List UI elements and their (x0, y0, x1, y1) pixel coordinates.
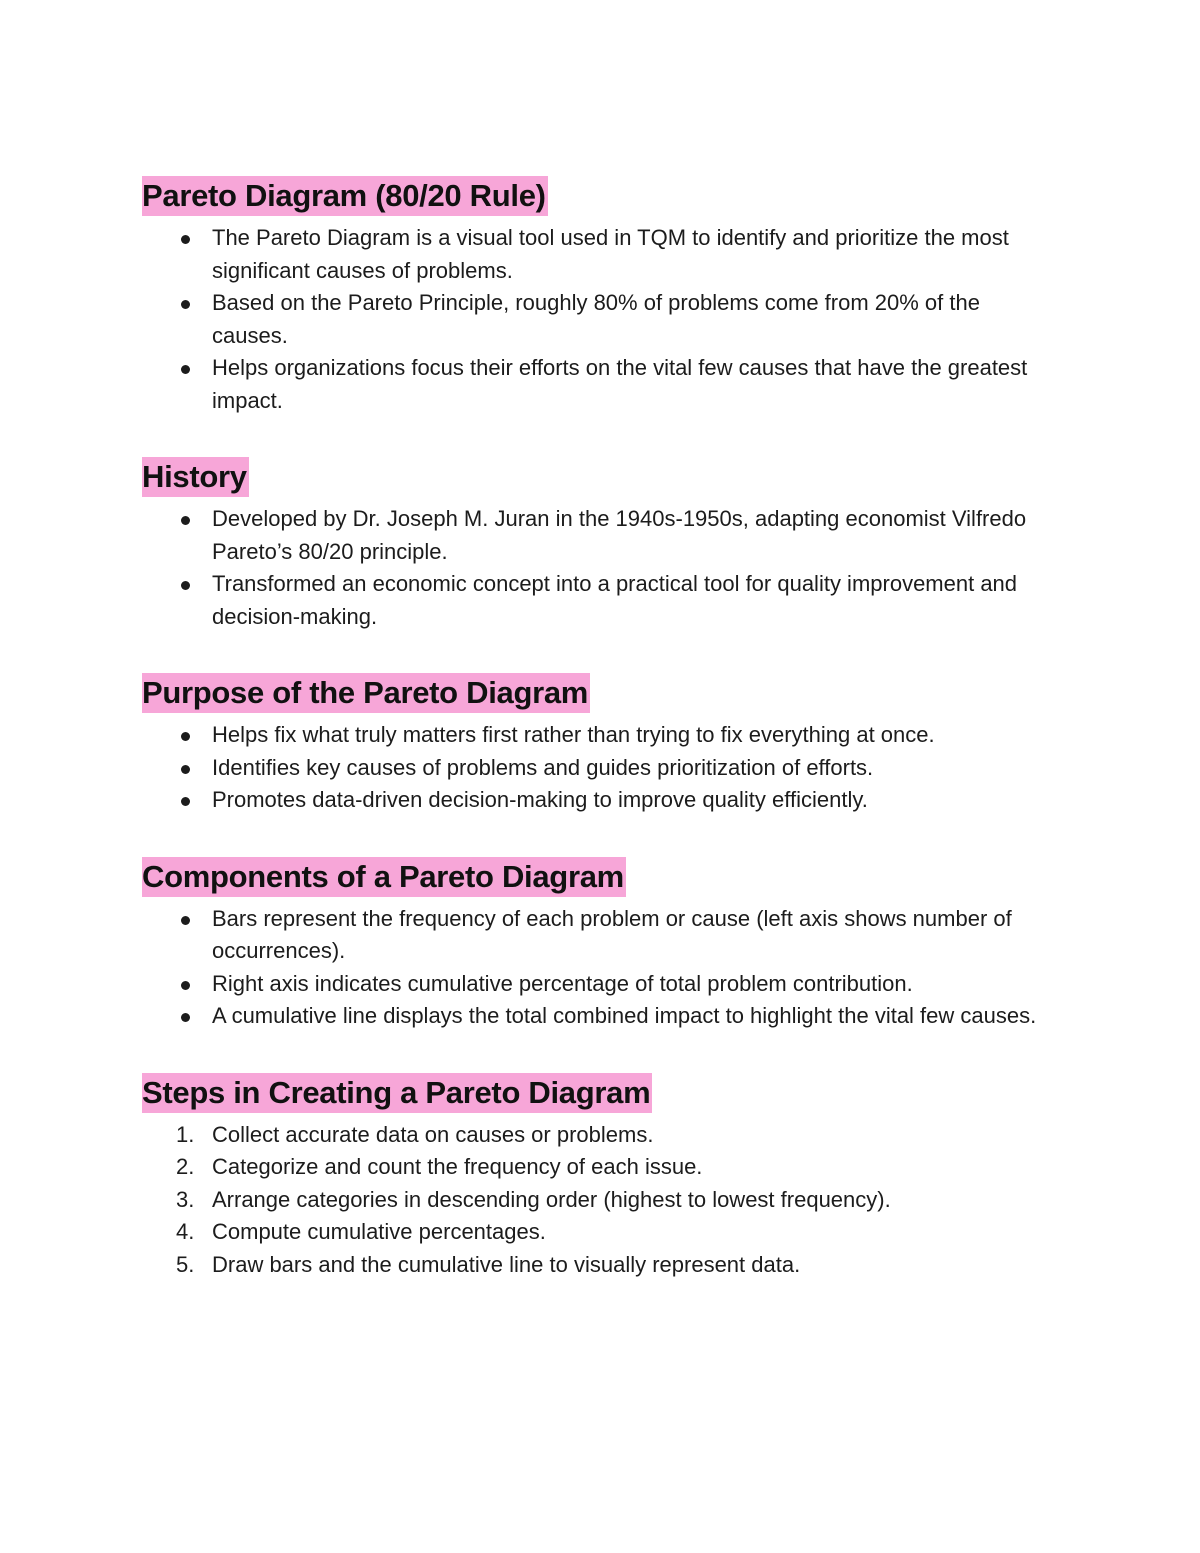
list-item (212, 352, 1052, 417)
bullet-icon (181, 916, 190, 925)
bullet-list (142, 719, 1052, 817)
bullet-icon (181, 516, 190, 525)
list-number: 4. (176, 1219, 195, 1244)
bullet-icon (181, 732, 190, 741)
list-item-text: Bars represent the frequency of each problem or cause (left axis shows number of occurrences). (212, 905, 1012, 963)
numbered-list (142, 1119, 1052, 1282)
list-item (212, 752, 1052, 785)
section-heading: Steps in Creating a Pareto Diagram (142, 1073, 652, 1113)
list-item-text: Arrange categories in descending order (highest to lowest frequency). (212, 1186, 891, 1212)
bullet-icon (181, 365, 190, 374)
list-number: 5. (176, 1251, 195, 1277)
section-purpose (142, 673, 1052, 817)
section-heading: Components of a Pareto Diagram (142, 857, 626, 897)
list-item (212, 903, 1052, 968)
bullet-list (142, 222, 1052, 417)
list-number: 3. (176, 1186, 195, 1212)
section-heading: Pareto Diagram (80/20 Rule) (142, 176, 548, 216)
list-item-text: Compute cumulative percentages. (212, 1219, 546, 1244)
bullet-list (142, 503, 1052, 633)
list-item-text: The Pareto Diagram is a visual tool used in TQM to identify and prioritize the most significant causes of problems. (212, 225, 1009, 283)
list-item (176, 1249, 1052, 1282)
section-pareto-diagram (142, 176, 1052, 417)
list-item (212, 719, 1052, 752)
list-item-text: Promotes data-driven decision-making to improve quality efficiently. (212, 787, 868, 812)
list-item (212, 222, 1052, 287)
list-item-text: Transformed an economic concept into a practical tool for quality improvement and decision-making. (212, 571, 1018, 629)
list-item (212, 1000, 1052, 1033)
list-item (212, 503, 1052, 568)
section-history (142, 457, 1052, 633)
list-item-text: Right axis indicates cumulative percentage of total problem contribution. (212, 970, 913, 996)
list-item (176, 1151, 1052, 1184)
document-page (142, 176, 1052, 1321)
bullet-icon (181, 581, 190, 590)
list-item (212, 784, 1052, 817)
list-item-text: Identifies key causes of problems and guides prioritization of efforts. (212, 754, 874, 780)
list-item-text: Helps organizations focus their efforts on the vital few causes that have the greatest impact. (212, 355, 1028, 413)
bullet-icon (181, 1013, 190, 1022)
list-item-text: Categorize and count the frequency of each issue. (212, 1154, 703, 1179)
bullet-icon (181, 235, 190, 244)
list-item-text: Developed by Dr. Joseph M. Juran in the 1940s-1950s, adapting economist Vilfredo Pareto’s 80/20 principle. (212, 506, 1027, 564)
bullet-icon (181, 765, 190, 774)
list-item (176, 1216, 1052, 1249)
section-heading: History (142, 457, 249, 497)
section-steps (142, 1073, 1052, 1282)
bullet-icon (181, 981, 190, 990)
section-components (142, 857, 1052, 1033)
list-item-text: Helps fix what truly matters first rather than trying to fix everything at once. (212, 722, 935, 747)
bullet-icon (181, 300, 190, 309)
list-item (176, 1119, 1052, 1152)
list-item-text: Collect accurate data on causes or problems. (212, 1121, 654, 1147)
list-item-text: Based on the Pareto Principle, roughly 80% of problems come from 20% of the causes. (212, 290, 980, 348)
list-number: 1. (176, 1121, 195, 1147)
bullet-icon (181, 797, 190, 806)
list-item (212, 287, 1052, 352)
list-item (212, 968, 1052, 1001)
list-item (176, 1184, 1052, 1217)
bullet-list (142, 903, 1052, 1033)
list-item (212, 568, 1052, 633)
list-item-text: A cumulative line displays the total combined impact to highlight the vital few causes. (212, 1003, 1037, 1028)
list-item-text: Draw bars and the cumulative line to visually represent data. (212, 1251, 801, 1277)
section-heading: Purpose of the Pareto Diagram (142, 673, 590, 713)
list-number: 2. (176, 1154, 195, 1179)
